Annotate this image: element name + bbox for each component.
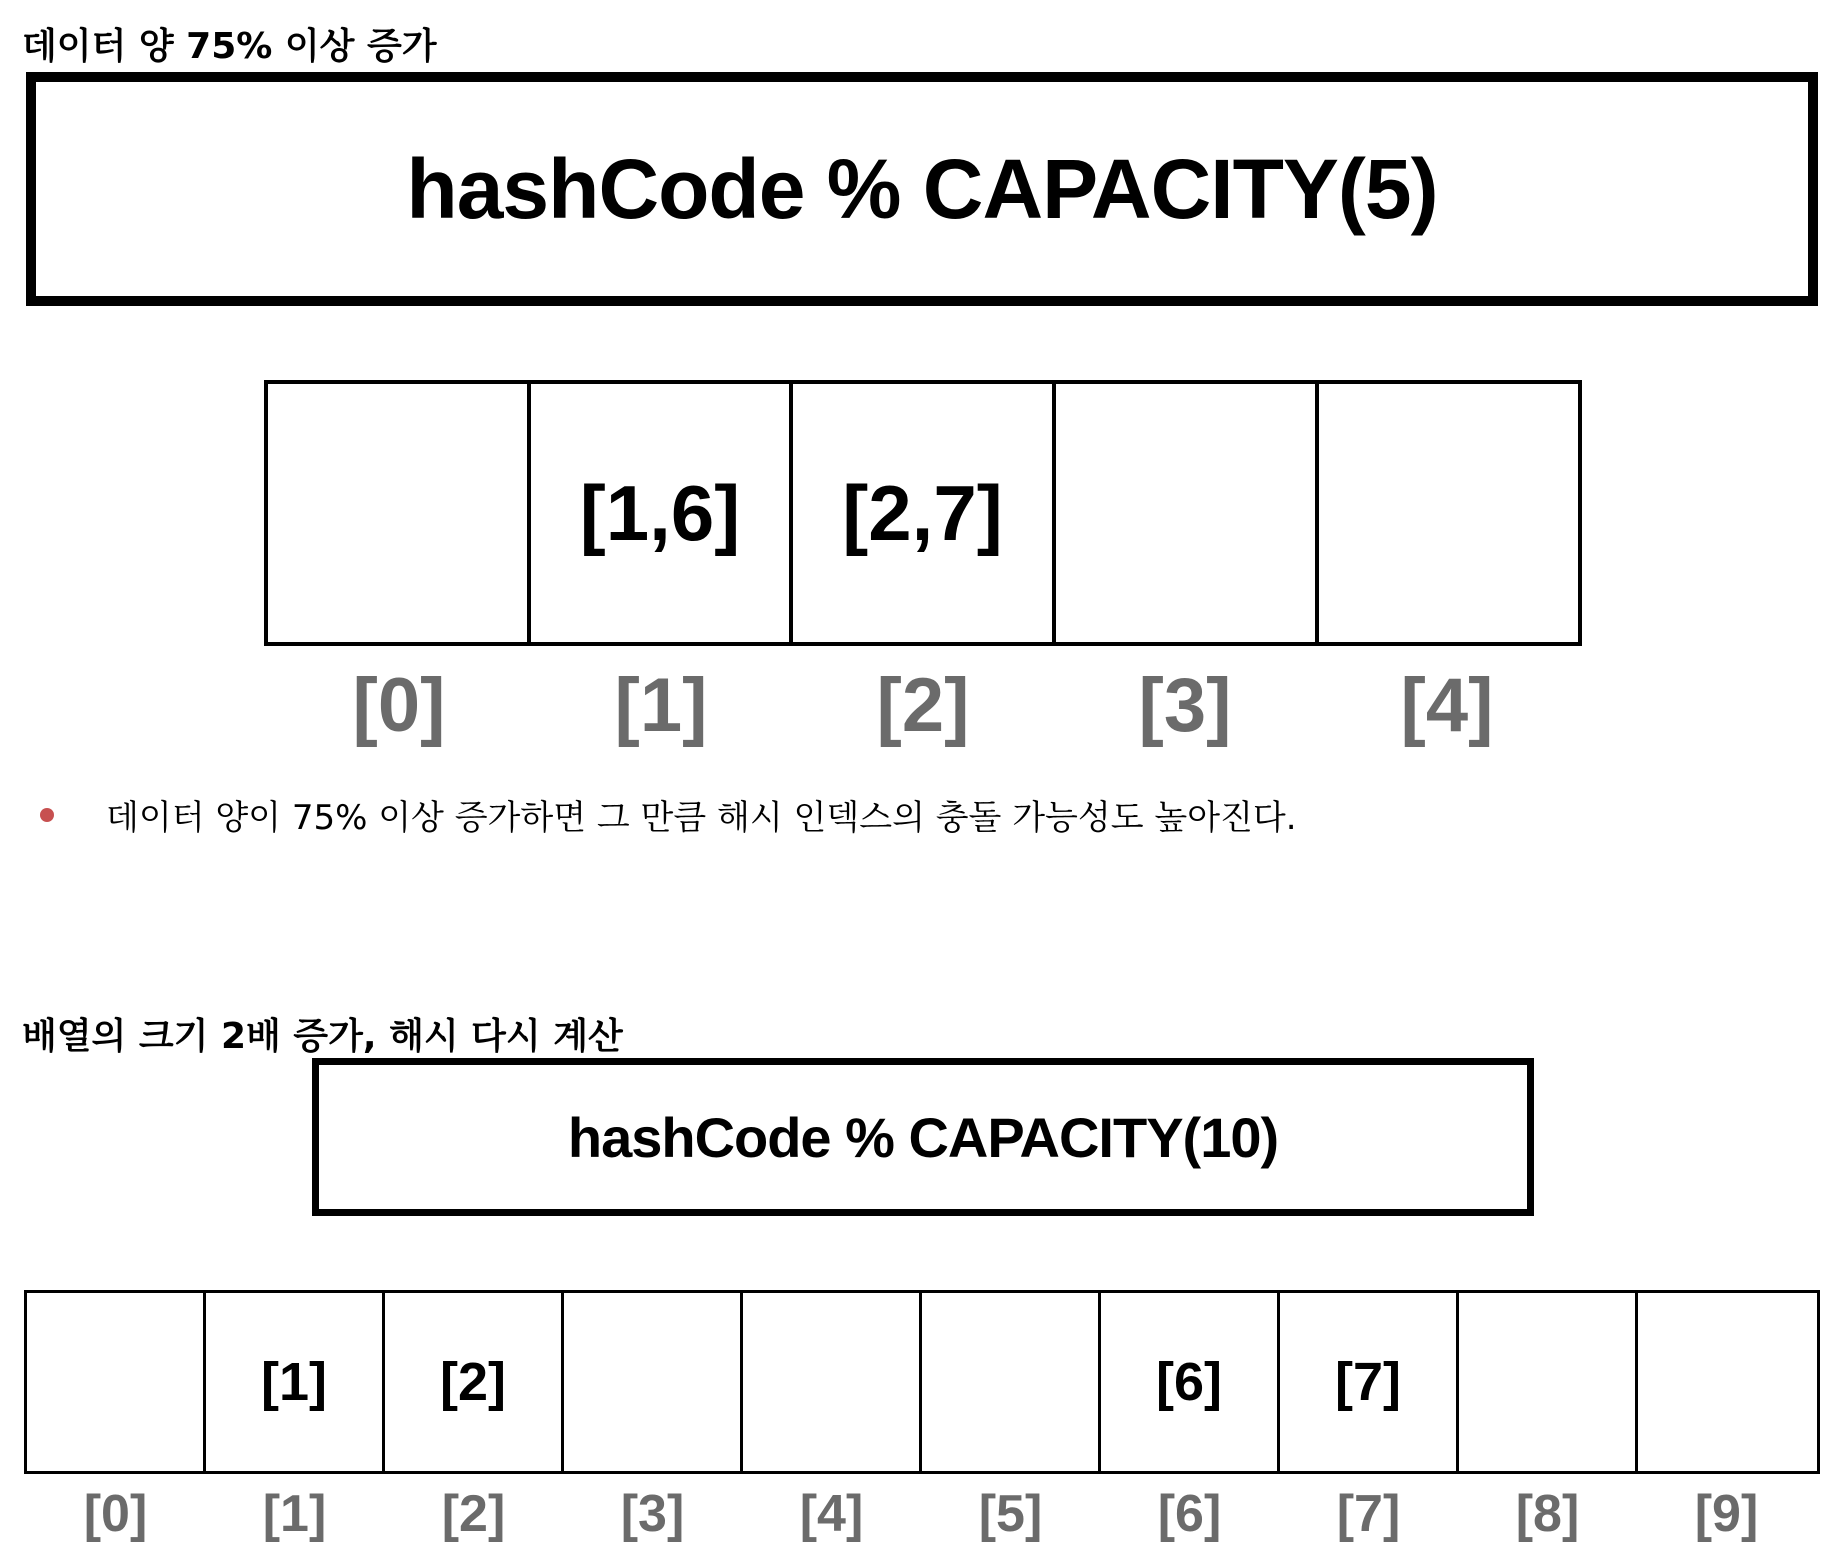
array-cell-4 xyxy=(743,1293,922,1471)
array-cell-0 xyxy=(268,384,531,642)
array-cell-8 xyxy=(1459,1293,1638,1471)
index-label: [5] xyxy=(978,1485,1043,1543)
array-cell-7: [7] xyxy=(1280,1293,1459,1471)
index-label: [3] xyxy=(1138,663,1232,748)
index-row-capacity-5 xyxy=(268,662,1578,749)
index-label: [0] xyxy=(83,1485,148,1543)
index-label: [8] xyxy=(1515,1485,1580,1543)
array-cell-4 xyxy=(1319,384,1578,642)
index-label: [1] xyxy=(262,1485,327,1543)
array-cell-3 xyxy=(564,1293,743,1471)
section1-heading: 데이터 양 75% 이상 증가 xyxy=(22,26,437,67)
index-row-capacity-10 xyxy=(26,1484,1818,1544)
index-label: [6] xyxy=(1157,1485,1222,1543)
bullet-item xyxy=(40,790,1297,839)
index-label: [2] xyxy=(876,663,970,748)
array-cell-5 xyxy=(922,1293,1101,1471)
array-cell-2: [2,7] xyxy=(793,384,1056,642)
formula-text: hashCode % CAPACITY(10) xyxy=(567,1105,1279,1169)
array-cell-6: [6] xyxy=(1101,1293,1280,1471)
array-cell-9 xyxy=(1638,1293,1817,1471)
array-cell-2: [2] xyxy=(385,1293,564,1471)
section2-heading: 배열의 크기 2배 증가, 해시 다시 계산 xyxy=(22,1016,623,1057)
formula-box-capacity-5 xyxy=(26,72,1818,306)
index-label: [1] xyxy=(614,663,708,748)
array-cell-3 xyxy=(1056,384,1319,642)
index-label: [7] xyxy=(1336,1485,1401,1543)
array-cell-1: [1] xyxy=(206,1293,385,1471)
bullet-dot-icon xyxy=(40,808,54,822)
index-label: [2] xyxy=(441,1485,506,1543)
hash-array-capacity-5 xyxy=(264,380,1582,646)
formula-box-capacity-10 xyxy=(312,1058,1534,1216)
index-label: [4] xyxy=(1400,663,1494,748)
index-label: [3] xyxy=(620,1485,685,1543)
array-cell-1: [1,6] xyxy=(531,384,793,642)
index-label: [4] xyxy=(799,1485,864,1543)
array-cell-0 xyxy=(27,1293,206,1471)
bullet-text: 데이터 양이 75% 이상 증가하면 그 만큼 해시 인덱스의 충돌 가능성도 높아진다. xyxy=(106,798,1297,838)
hash-array-capacity-10 xyxy=(24,1290,1820,1474)
formula-text: hashCode % CAPACITY(5) xyxy=(406,141,1438,236)
index-label: [9] xyxy=(1694,1485,1759,1543)
index-label: [0] xyxy=(352,663,446,748)
